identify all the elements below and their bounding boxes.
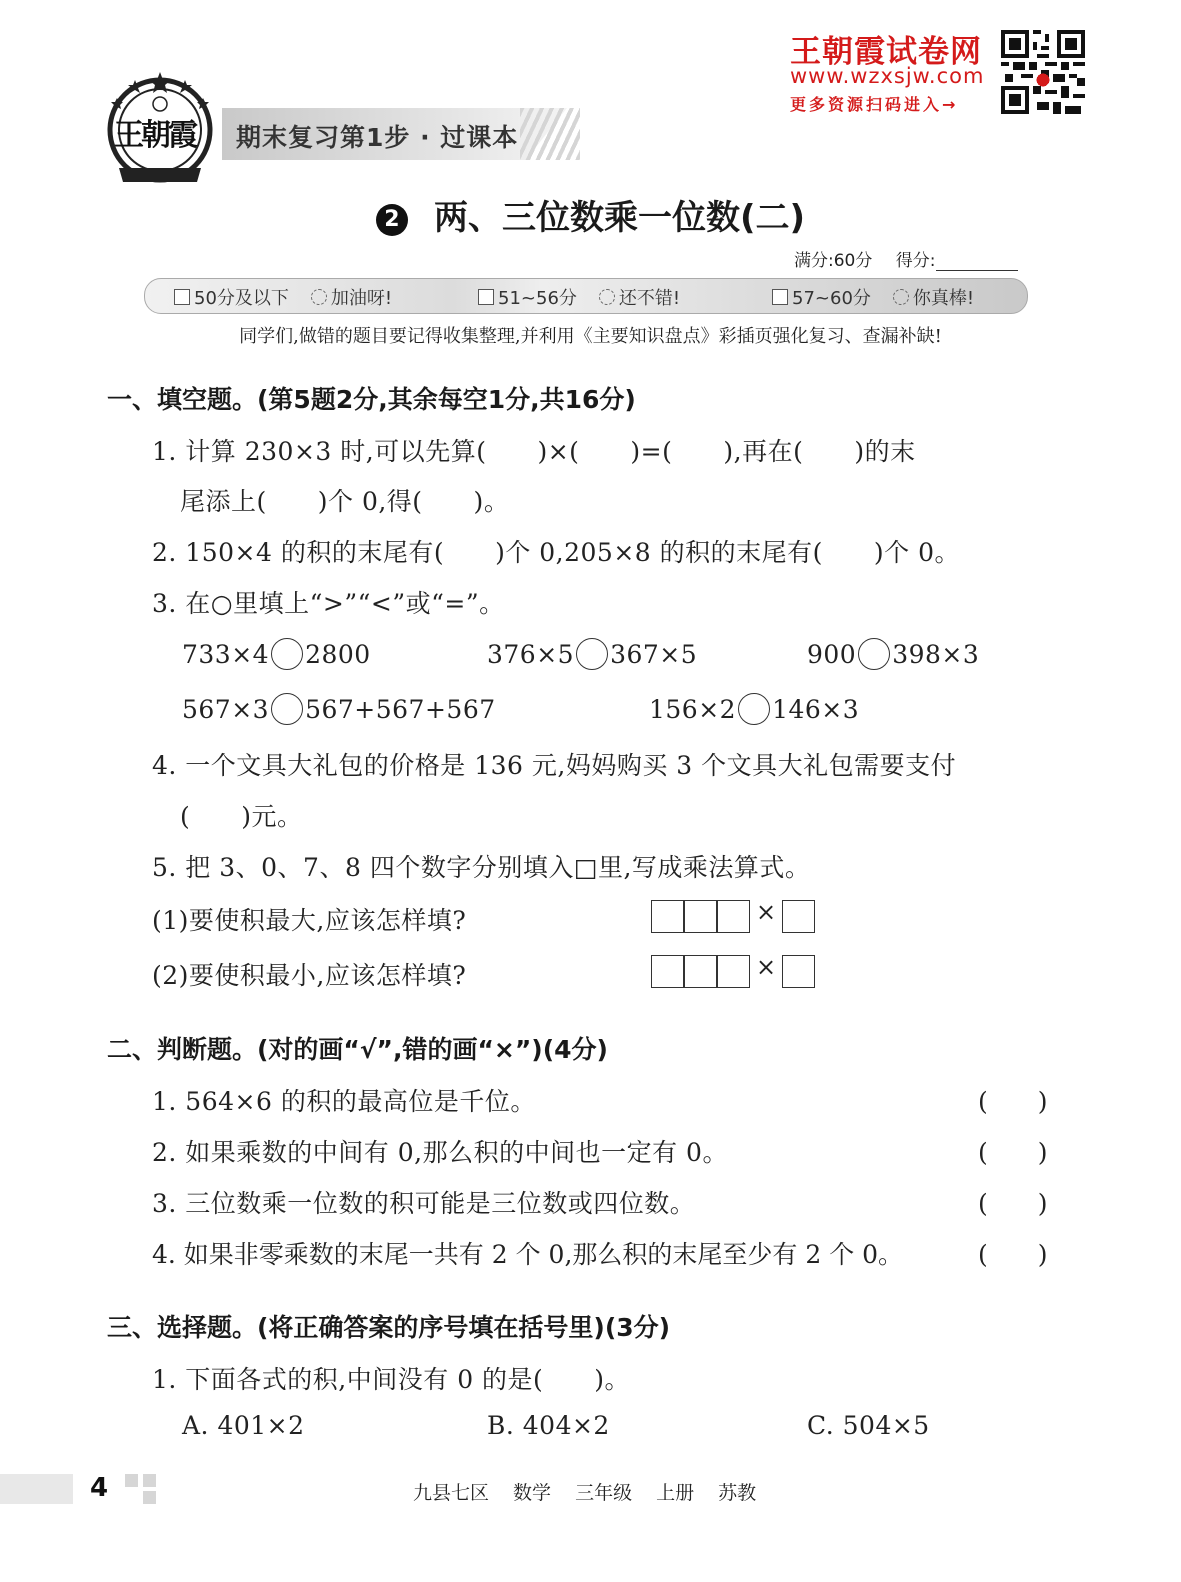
q4-line-2[interactable]: ( )元。: [180, 802, 303, 831]
rating-checkbox[interactable]: [478, 289, 494, 305]
title-text: 两、三位数乘一位数(二): [433, 198, 806, 238]
digit-box[interactable]: [782, 955, 815, 988]
q5-part-1: (1)要使积最大,应该怎样填?: [152, 906, 467, 935]
digit-box[interactable]: [717, 900, 750, 933]
tf-answer-blank[interactable]: ( ): [978, 1189, 1048, 1218]
q3-text: 3. 在○里填上“>”“<”或“=”。: [152, 589, 505, 618]
section-true-false-heading: 二、判断题。(对的画“√”,错的画“×”)(4分): [107, 1035, 608, 1064]
full-score: 满分:60分: [794, 251, 873, 271]
score-line: [794, 246, 1018, 271]
compare-4: [182, 693, 496, 725]
compare-right: 146×3: [772, 695, 860, 724]
tf-answer-blank[interactable]: ( ): [978, 1087, 1048, 1116]
compare-circle[interactable]: [738, 693, 770, 725]
times-sign: ×: [756, 898, 777, 926]
compare-left: 733×4: [182, 640, 270, 669]
section-multiple-choice-heading: 三、选择题。(将正确答案的序号填在括号里)(3分): [107, 1313, 671, 1342]
rating-option-2[interactable]: [478, 284, 680, 310]
rating-checkbox[interactable]: [174, 289, 190, 305]
banner-title: 期末复习第1步 · 过课本: [236, 123, 519, 152]
smiley-icon: [893, 289, 909, 305]
brand-url[interactable]: www.wzxsjw.com: [790, 64, 985, 88]
brand-cta: 更多资源扫码进入→: [790, 95, 959, 114]
seal-text: 王朝霞: [114, 118, 195, 153]
compare-3: [807, 638, 979, 670]
rating-comment: 你真棒!: [912, 288, 975, 309]
compare-2: [487, 638, 697, 670]
compare-circle[interactable]: [271, 638, 303, 670]
got-score-blank[interactable]: [936, 254, 1018, 271]
digit-box[interactable]: [684, 955, 717, 988]
compare-right: 367×5: [610, 640, 698, 669]
compare-right: 398×3: [892, 640, 980, 669]
digit-box[interactable]: [684, 900, 717, 933]
page-title: [0, 190, 1181, 239]
mc-option-c[interactable]: C. 504×5: [807, 1411, 930, 1440]
page-number: 4: [90, 1473, 109, 1503]
compare-1: [182, 638, 371, 670]
compare-right: 2800: [305, 640, 371, 669]
page-decor-square: [143, 1474, 156, 1487]
smiley-icon: [599, 289, 615, 305]
digit-box[interactable]: [782, 900, 815, 933]
rating-range: 57~60分: [792, 288, 871, 309]
q5-text: 5. 把 3、0、7、8 四个数字分别填入□里,写成乘法算式。: [152, 853, 811, 882]
section-fill-in-heading: 一、填空题。(第5题2分,其余每空1分,共16分): [107, 385, 636, 414]
study-tip: 同学们,做错的题目要记得收集整理,并利用《主要知识盘点》彩插页强化复习、查漏补缺!: [239, 326, 942, 347]
page-decor-square: [143, 1491, 156, 1504]
rating-comment: 加油呀!: [330, 288, 393, 309]
footer-bar: [0, 1474, 73, 1504]
digit-box[interactable]: [651, 955, 684, 988]
rating-option-3[interactable]: [772, 284, 974, 310]
compare-left: 156×2: [649, 695, 737, 724]
mc-option-a[interactable]: A. 401×2: [182, 1411, 305, 1440]
times-sign: ×: [756, 953, 777, 981]
rating-checkbox[interactable]: [772, 289, 788, 305]
tf-answer-blank[interactable]: ( ): [978, 1138, 1048, 1167]
qr-code-icon[interactable]: [1001, 30, 1085, 114]
digit-box[interactable]: [717, 955, 750, 988]
rating-range: 50分及以下: [194, 288, 289, 309]
tf-item-1: 1. 564×6 的积的最高位是千位。: [152, 1087, 536, 1116]
brand-name: 王朝霞试卷网: [790, 34, 982, 70]
compare-circle[interactable]: [576, 638, 608, 670]
smiley-icon: [311, 289, 327, 305]
mc-option-b[interactable]: B. 404×2: [487, 1411, 610, 1440]
compare-circle[interactable]: [858, 638, 890, 670]
tf-item-2: 2. 如果乘数的中间有 0,那么积的中间也一定有 0。: [152, 1138, 728, 1167]
q4-line-1[interactable]: 4. 一个文具大礼包的价格是 136 元,妈妈购买 3 个文具大礼包需要支付: [152, 751, 957, 780]
tf-item-3: 3. 三位数乘一位数的积可能是三位数或四位数。: [152, 1189, 696, 1218]
compare-left: 567×3: [182, 695, 270, 724]
tf-item-4: 4. 如果非零乘数的末尾一共有 2 个 0,那么积的末尾至少有 2 个 0。: [152, 1240, 904, 1269]
q1-line-1[interactable]: 1. 计算 230×3 时,可以先算( )×( )=( ),再在( )的末: [152, 437, 916, 466]
compare-right: 567+567+567: [305, 695, 496, 724]
compare-left: 900: [807, 640, 857, 669]
q2-text[interactable]: 2. 150×4 的积的末尾有( )个 0,205×8 的积的末尾有( )个 0。: [152, 538, 961, 567]
q5-answer-boxes-1: [651, 900, 817, 933]
page-decor-square: [125, 1474, 138, 1487]
compare-circle[interactable]: [271, 693, 303, 725]
footer-text: 九县七区 数学 三年级 上册 苏教: [413, 1482, 757, 1504]
banner-stripes: [520, 108, 580, 160]
rating-option-1[interactable]: [174, 284, 392, 310]
compare-5: [649, 693, 859, 725]
digit-box[interactable]: [651, 900, 684, 933]
q1-line-2[interactable]: 尾添上( )个 0,得( )。: [180, 487, 510, 516]
got-score-label: 得分:: [895, 251, 936, 271]
title-number-badge: 2: [376, 204, 408, 236]
mc-q1[interactable]: 1. 下面各式的积,中间没有 0 的是( )。: [152, 1365, 631, 1394]
rating-comment: 还不错!: [618, 288, 681, 309]
tf-answer-blank[interactable]: ( ): [978, 1240, 1048, 1269]
q5-part-2: (2)要使积最小,应该怎样填?: [152, 961, 467, 990]
q5-answer-boxes-2: [651, 955, 817, 988]
compare-left: 376×5: [487, 640, 575, 669]
rating-range: 51~56分: [498, 288, 577, 309]
